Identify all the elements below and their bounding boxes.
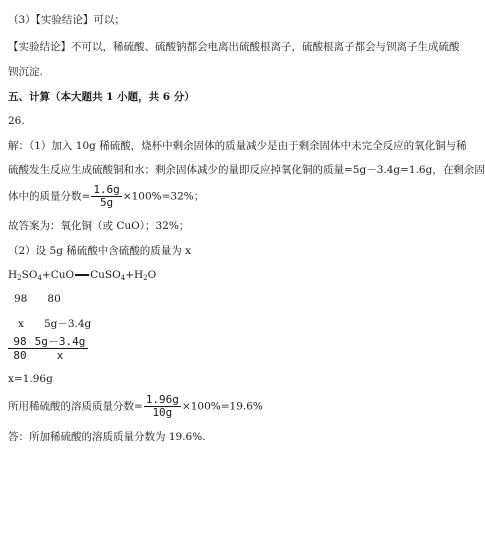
eq-h2o: +H (125, 269, 144, 281)
eq-sub-2: 2 (17, 274, 22, 282)
solution-line3-suffix: ×100%=32%； (122, 190, 205, 203)
proportion-equation (8, 335, 88, 362)
conclusion-part3: （3）【实验结论】可以； (8, 14, 125, 26)
mass-fraction-suffix: ×100%=19.6% (181, 400, 263, 413)
fraction-denominator: 5g (99, 196, 114, 209)
section-heading-calculation: 五、计算（本大题共 1 小题，共 6 分） (8, 91, 195, 103)
final-answer: 答：所加稀硫酸的溶质质量分数为 19.6%. (8, 431, 206, 443)
result-x: x=1.96g (8, 373, 53, 385)
reaction-arrow (75, 274, 89, 276)
eq-cuo: +CuO (41, 269, 75, 281)
solution-line1: 解：（1）加入 10g 稀硫酸，烧杯中剩余固体的质量减少是由于剩余固体中未完全反应的氧化铜与稀 (8, 140, 467, 152)
chemical-equation (8, 268, 156, 285)
proportion-x: x (56, 349, 64, 362)
eq-sub-4b: 4 (120, 274, 126, 282)
answer-part1: 故答案为：氧化铜（或 CuO）；32%； (8, 220, 190, 232)
eq-sub-4: 4 (37, 274, 42, 282)
conclusion-text-line1: 【实验结论】不可以，稀硫酸、硫酸钠都会电离出硫酸根离子，硫酸根离子都会与钡离子生成硫酸 (8, 41, 460, 53)
eq-o: O (147, 269, 157, 281)
eq-so: SO (21, 269, 38, 281)
solution-line3-prefix: 体中的质量分数= (8, 190, 91, 203)
conclusion-text-line2: 钡沉淀. (8, 66, 43, 78)
mass-row: x 5g－3.4g (18, 318, 92, 330)
solution-line2: 硫酸发生反应生成硫酸铜和水；剩余固体减少的量即反应掉氧化铜的质量=5g－3.4g=1.6g，在剩余固 (8, 164, 485, 176)
fraction-numerator: 1.6g (93, 183, 120, 196)
part2-setup: （2）设 5g 稀硫酸中含硫酸的质量为 x (8, 245, 192, 257)
question-number: 26. (8, 115, 25, 127)
fraction-solute-numerator: 1.96g (145, 393, 179, 406)
proportion-98: 98 (8, 335, 32, 349)
eq-cuso: CuSO (90, 269, 121, 281)
eq-sub-2b: 2 (143, 274, 148, 282)
proportion-80: 80 (13, 349, 27, 362)
eq-h: H (8, 269, 18, 281)
mass-fraction-prefix: 所用稀硫酸的溶质质量分数= (8, 400, 143, 413)
fraction-mass-ratio (91, 184, 122, 209)
molar-mass-row: 98 80 (14, 293, 61, 305)
solution-line3 (8, 184, 204, 209)
fraction-solute (144, 394, 181, 419)
proportion-5g: 5g－3.4g (32, 335, 88, 349)
fraction-solute-denominator: 10g (152, 406, 173, 419)
mass-fraction-line (8, 394, 263, 419)
